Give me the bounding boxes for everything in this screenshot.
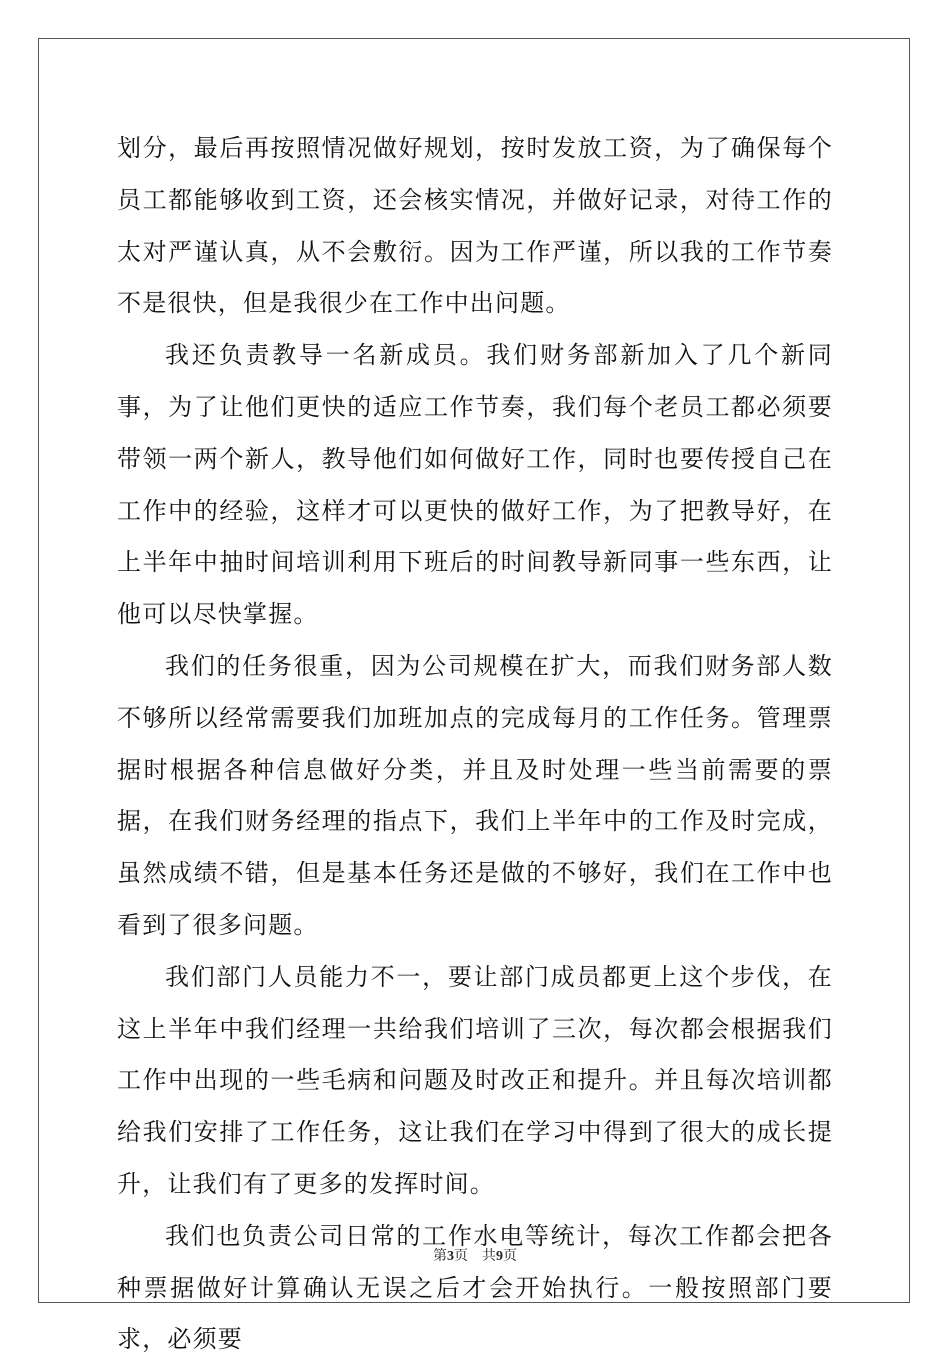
document-body xyxy=(117,123,833,1366)
total-suffix: 页 xyxy=(503,1248,517,1264)
total-pages: 9 xyxy=(496,1249,503,1264)
paragraph-5: 我们也负责公司日常的工作水电等统计，每次工作都会把各种票据做好计算确认无误之后才会开始执行。一般按照部门要求，必须要 xyxy=(117,1221,833,1354)
paragraph-1: 划分，最后再按照情况做好规划，按时发放工资，为了确保每个员工都能够收到工资，还会核实情况，并做好记录，对待工作的太对严谨认真，从不会敷衍。因为工作严谨，所以我的工作节奏不是很快，但是我很少在工作中出问题。 xyxy=(117,134,833,318)
paragraph-3: 我们的任务很重，因为公司规模在扩大，而我们财务部人数不够所以经常需要我们加班加点的完成每月的工作任务。管理票据时根据各种信息做好分类，并且及时处理一些当前需要的票据，在我们财务经理的指点下，我们上半年中的工作及时完成，虽然成绩不错，但是基本任务还是做的不够好，我们在工作中也看到了很多问题。 xyxy=(117,651,833,939)
page-footer xyxy=(0,1245,950,1265)
total-prefix: 共 xyxy=(482,1248,496,1264)
page-prefix: 第 xyxy=(433,1248,447,1264)
page-suffix: 页 xyxy=(454,1248,468,1264)
paragraph-4: 我们部门人员能力不一，要让部门成员都更上这个步伐，在这上半年中我们经理一共给我们培训了三次，每次都会根据我们工作中出现的一些毛病和问题及时改正和提升。并且每次培训都给我们安排了工作任务，这让我们在学习中得到了很大的成长提升，让我们有了更多的发挥时间。 xyxy=(117,962,833,1198)
page-number: 3 xyxy=(447,1249,454,1264)
paragraph-2: 我还负责教导一名新成员。我们财务部新加入了几个新同事，为了让他们更快的适应工作节奏，我们每个老员工都必须要带领一两个新人，教导他们如何做好工作，同时也要传授自己在工作中的经验，这样才可以更快的做好工作，为了把教导好，在上半年中抽时间培训利用下班后的时间教导新同事一些东西，让他可以尽快掌握。 xyxy=(117,341,833,629)
